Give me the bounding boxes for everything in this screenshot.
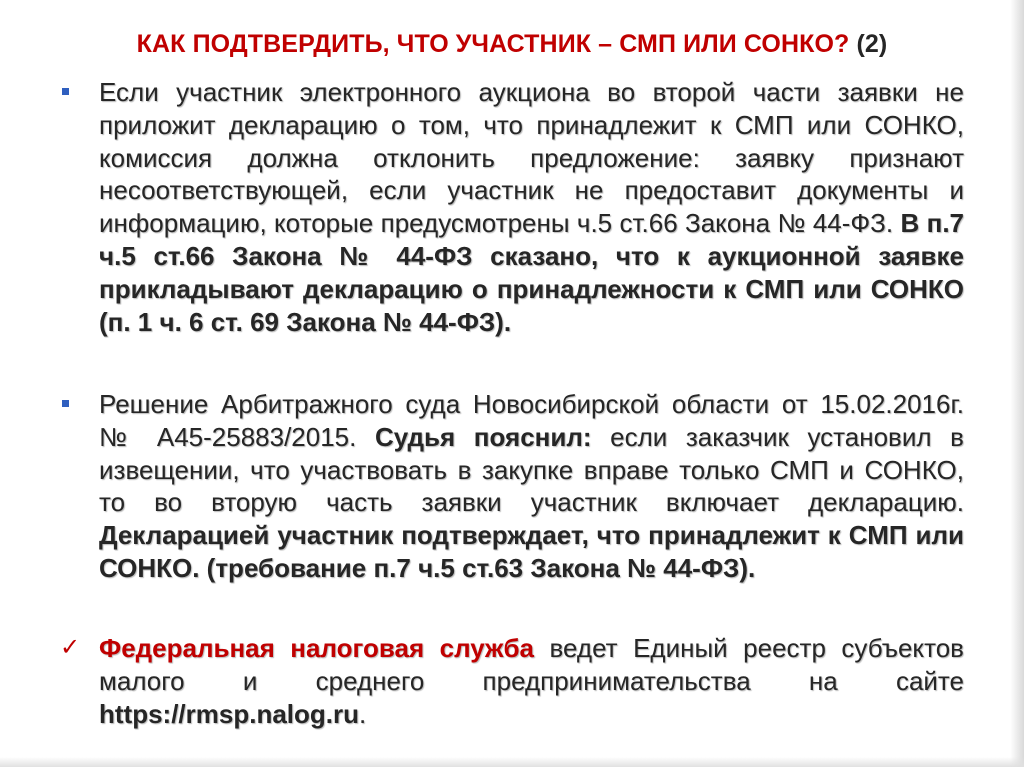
bullet-paragraph-2 — [99, 388, 964, 585]
square-bullet-icon — [62, 88, 69, 95]
bullet-3-text: ведет Единый реестр субъектов малого и среднего предпринимательства на сайте — [99, 633, 964, 696]
bullet-1-bold-text: В п.7 ч.5 ст.66 Закона № 44-ФЗ сказано, что к аукционной заявке прикладывают декларацию о принадлежности к СМП или СОНКО (п. 1 ч. 6 ст. 69 Закона № 44-ФЗ). — [99, 208, 965, 337]
slide-edge-shadow — [0, 757, 1024, 767]
bullet-paragraph-3 — [99, 632, 964, 730]
bullet-paragraph-1 — [99, 76, 964, 338]
bullet-2-bold-1: Судья пояснил: — [374, 421, 592, 452]
title-text: КАК ПОДТВЕРДИТЬ, ЧТО УЧАСТНИК – СМП ИЛИ СОНКО? — [136, 30, 850, 58]
checkmark-icon: ✓ — [60, 634, 81, 661]
bullet-3-period: . — [359, 698, 367, 729]
bullet-2-text-2: если заказчик установил в извещении, что участвовать в закупке вправе только СМП и СОНКО, то во вторую часть заявки участник включает декларацию. — [99, 421, 964, 518]
bullet-2-text-1: Решение Арбитражного суда Новосибирской области от 15.02.2016г. № А45-25883/2015. — [99, 389, 964, 452]
fns-name: Федеральная налоговая служба — [99, 633, 534, 663]
bullet-2-bold-2: Декларацией участник подтверждает, что принадлежит к СМП или СОНКО. (требование п.7 ч.5 ст.63 Закона № 44-ФЗ). — [99, 520, 964, 583]
bullet-1-text: Если участник электронного аукциона во второй части заявки не приложит декларацию о том, что принадлежит к СМП или СОНКО, комиссия должна отклонить предложение: заявку признают несоответствующей, если участник не предоставит документы и информацию, которые предусмотрены ч.5 ст.66 Закона № 44-ФЗ. — [99, 77, 964, 239]
title-number: (2) — [856, 30, 888, 58]
square-bullet-icon — [62, 400, 69, 407]
slide-edge-shadow — [1010, 0, 1024, 767]
slide-title — [0, 30, 1024, 59]
rmsp-link[interactable]: https://rmsp.nalog.ru — [99, 698, 359, 729]
